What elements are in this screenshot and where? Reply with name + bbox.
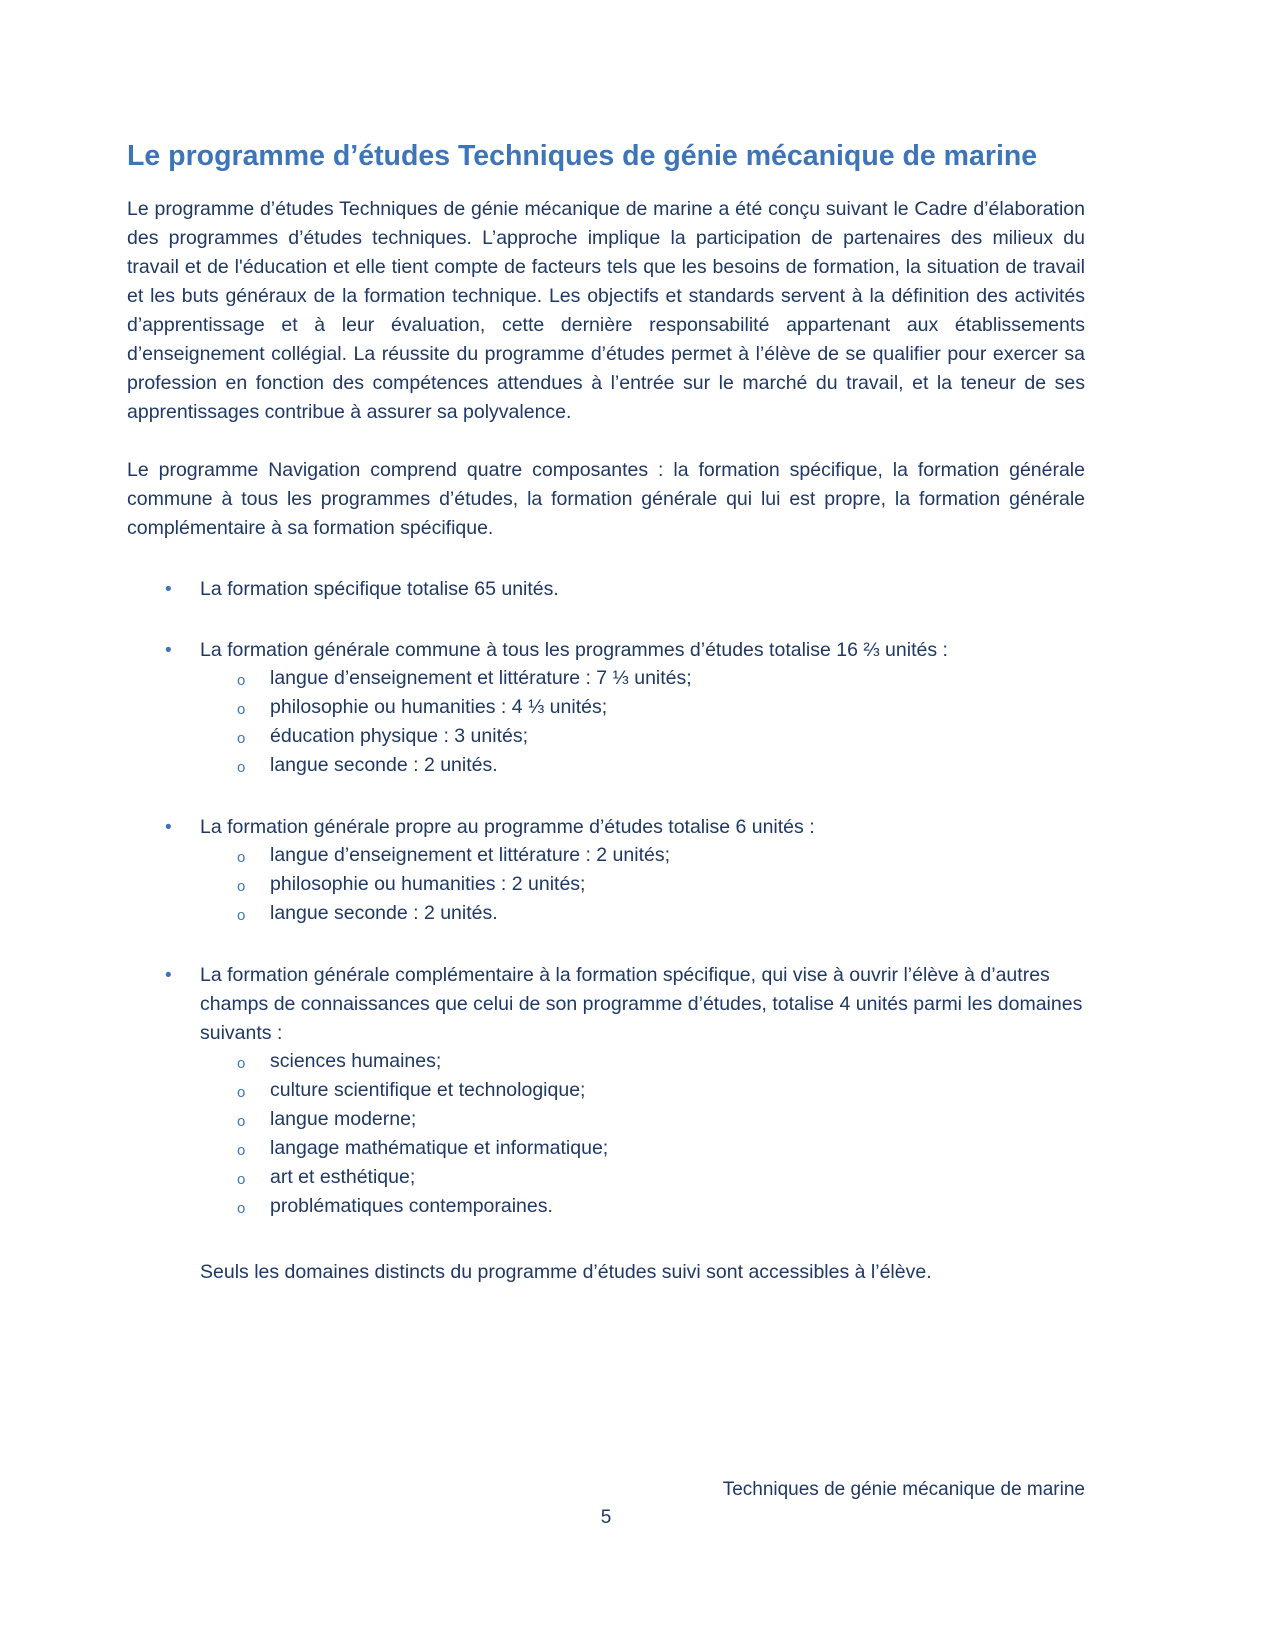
sub-item-text: langue d’enseignement et littérature : 2 unités; <box>270 844 671 866</box>
sub-list-item <box>127 665 1085 694</box>
sub-list-item <box>127 723 1085 752</box>
sub-item-text: art et esthétique; <box>270 1166 416 1188</box>
sub-list-item <box>127 871 1085 900</box>
components-paragraph: Le programme Navigation comprend quatre composantes : la formation spécifique, la formation générale commune à tous les programmes d’études, la formation générale qui lui est propre, la formation générale complémentaire à sa formation spécifique. <box>127 459 1085 539</box>
sub-list-item <box>127 1077 1085 1106</box>
circle-bullet-icon: o <box>237 730 246 747</box>
sub-list-item <box>127 1164 1085 1193</box>
circle-bullet-icon: o <box>237 672 246 689</box>
bullet-icon: • <box>165 965 172 986</box>
bullet-row <box>127 813 1085 842</box>
circle-bullet-icon: o <box>237 1200 246 1217</box>
circle-bullet-icon: o <box>237 759 246 776</box>
sub-list-item <box>127 900 1085 929</box>
footer-page-number: 5 <box>600 1507 612 1528</box>
sub-list-item <box>127 752 1085 781</box>
sub-list-item <box>127 1048 1085 1077</box>
page-content <box>127 140 1085 1287</box>
circle-bullet-icon: o <box>237 701 246 718</box>
sub-item-text: langue moderne; <box>270 1108 417 1130</box>
sub-list-item <box>127 842 1085 871</box>
circle-bullet-icon: o <box>237 1113 246 1130</box>
closing-paragraph: Seuls les domaines distincts du programme d’études suivi sont accessibles à l’élève. <box>200 1261 932 1283</box>
sub-item-text: éducation physique : 3 unités; <box>270 725 529 747</box>
list-item-formation-generale-propre <box>127 813 1085 929</box>
bullet-icon: • <box>165 817 172 838</box>
circle-bullet-icon: o <box>237 907 246 924</box>
list-item-formation-specifique <box>127 575 1085 604</box>
sub-list-item <box>127 1193 1085 1222</box>
bullet-icon: • <box>165 579 172 600</box>
bullet-row <box>127 636 1085 665</box>
sub-item-text: langue d’enseignement et littérature : 7 ⅓ unités; <box>270 667 692 689</box>
bullet-text: La formation générale commune à tous les programmes d’études totalise 16 ⅔ unités : <box>200 639 948 661</box>
sub-item-text: langage mathématique et informatique; <box>270 1137 609 1159</box>
circle-bullet-icon: o <box>237 849 246 866</box>
footer-document-title: Techniques de génie mécanique de marine <box>722 1479 1085 1500</box>
list-item-formation-generale-complementaire <box>127 961 1085 1222</box>
circle-bullet-icon: o <box>237 1142 246 1159</box>
sub-item-text: problématiques contemporaines. <box>270 1195 553 1217</box>
circle-bullet-icon: o <box>237 878 246 895</box>
sub-item-text: sciences humaines; <box>270 1050 442 1072</box>
sub-item-text: langue seconde : 2 unités. <box>270 754 498 776</box>
sub-item-text: philosophie ou humanities : 2 unités; <box>270 873 586 895</box>
list-item-formation-generale-commune <box>127 636 1085 781</box>
bullet-row <box>127 575 1085 604</box>
bullet-text: La formation spécifique totalise 65 unités. <box>200 578 559 600</box>
circle-bullet-icon: o <box>237 1055 246 1072</box>
circle-bullet-icon: o <box>237 1084 246 1101</box>
bullet-icon: • <box>165 640 172 661</box>
bullet-text: La formation générale propre au programme d’études totalise 6 unités : <box>200 816 815 838</box>
bullet-row <box>127 961 1085 1048</box>
page-title: Le programme d’études Techniques de génie mécanique de marine <box>127 140 1038 172</box>
sub-item-text: philosophie ou humanities : 4 ⅓ unités; <box>270 696 608 718</box>
bullet-text: La formation générale complémentaire à la formation spécifique, qui vise à ouvrir l’élève à d’autres champs de connaissances que celui de son programme d’études, totalise 4 unités parmi les domaines suivants : <box>200 964 1083 1044</box>
sub-list-item <box>127 694 1085 723</box>
sub-item-text: langue seconde : 2 unités. <box>270 902 498 924</box>
sub-list-item <box>127 1106 1085 1135</box>
sub-item-text: culture scientifique et technologique; <box>270 1079 586 1101</box>
intro-paragraph: Le programme d’études Techniques de génie mécanique de marine a été conçu suivant le Cadre d’élaboration des programmes d’études techniques. L’approche implique la participation de partenaires des milieux du travail et de l'éducation et elle tient compte de facteurs tels que les besoins de formation, la situation de travail et les buts généraux de la formation technique. Les objectifs et standards servent à la définition des activités d’apprentissage et à leur évaluation, cette dernière responsabilité appartenant aux établissements d’enseignement collégial. La réussite du programme d’études permet à l’élève de se qualifier pour exercer sa profession en fonction des compétences attendues à l’entrée sur le marché du travail, et la teneur de ses apprentissages contribue à assurer sa polyvalence. <box>127 198 1085 423</box>
sub-list-item <box>127 1135 1085 1164</box>
circle-bullet-icon: o <box>237 1171 246 1188</box>
